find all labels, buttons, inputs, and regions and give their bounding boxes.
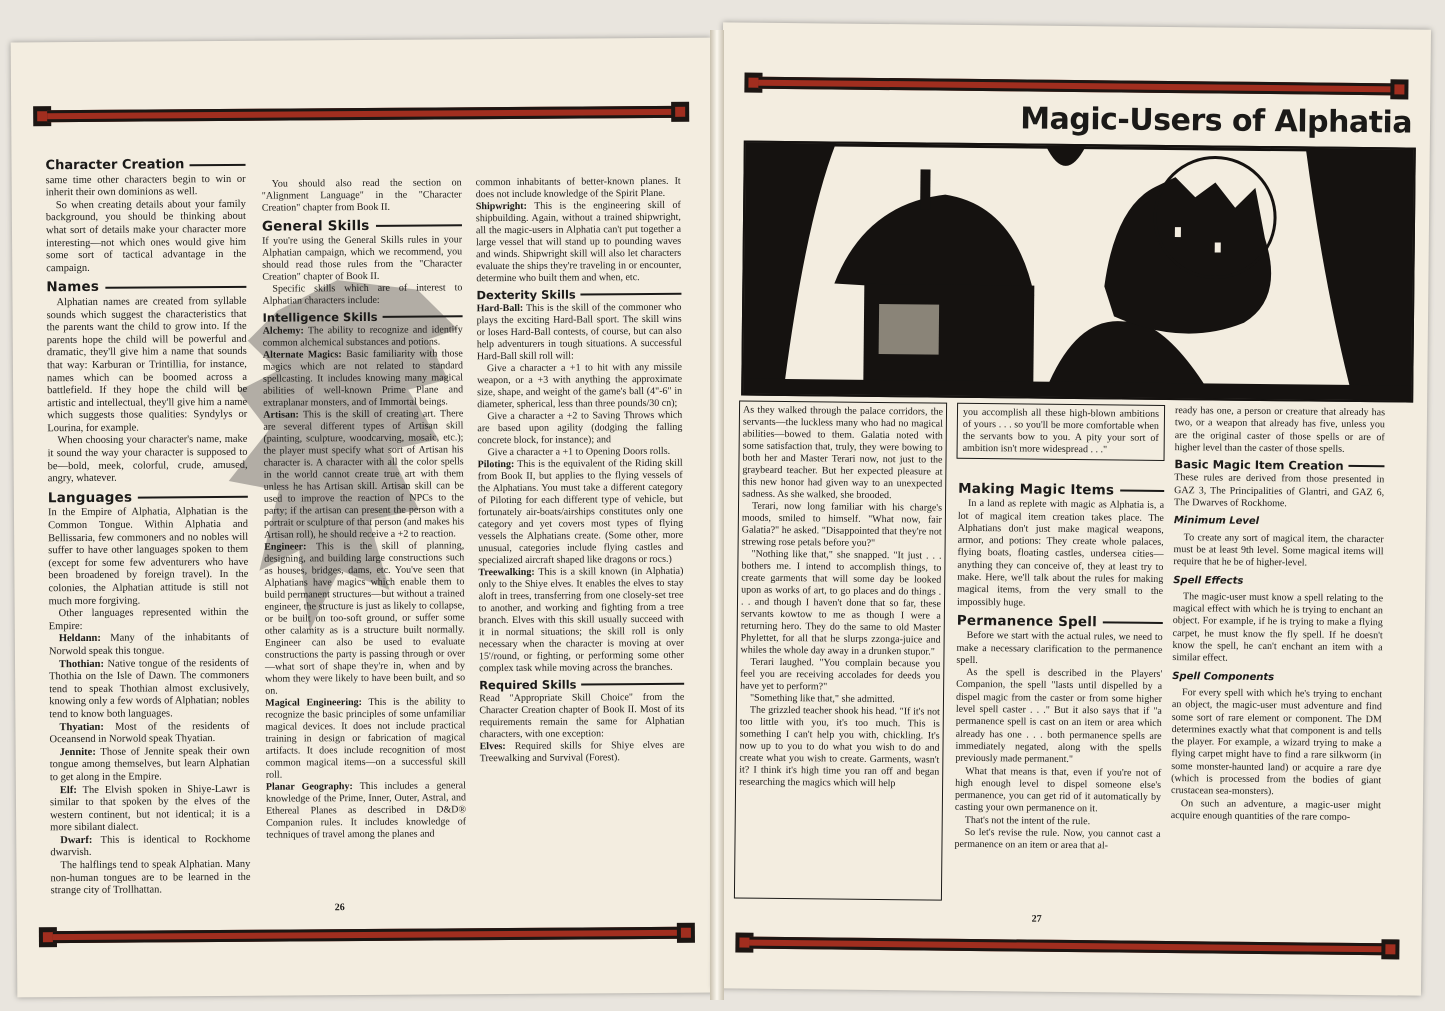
making-magic-items-heading: Making Magic Items bbox=[958, 483, 1164, 497]
paragraph: So when creating details about your family background, you should be thinking about what sort of details make your character more interesting—not which ones would give him some sort of tactical advantage in the campaign. bbox=[45, 198, 247, 274]
story-paragraph: Terari, now long familiar with his charge's moods, smiled to himself. "What now, fair Galatia?" he asked. "Disappointed that they're not strewing rose petals before you?" bbox=[741, 500, 943, 549]
paragraph: Alphatian names are created from syllable sounds which suggest the characteristics that the parents want the child to grow into. If the parents hope the child will be powerful and dramatic, they'll give him a name that sounds that way: Karburan or Trintillia, for instance, names which can be boomed across a battlefield. If they hope the child will be artistic and intellectual, they'll give him a name which suggests those qualities: Syndylys or Lourina, for example. bbox=[46, 295, 248, 435]
permanence-spell-heading: Permanence Spell bbox=[957, 615, 1163, 629]
paragraph: As the spell is described in the Players' Companion, the spell "lasts until dispelled by a dispel magic from the caster or from some higher level spell caster . . ." But it also says that if "a permanence spell is cast on an item or area which already has one . . . both permanence spells are immediately negated, along with the spells previously made permanent." bbox=[955, 667, 1163, 766]
list-item: Give a character a +1 to Opening Doors rolls. bbox=[487, 445, 671, 459]
paragraph: Specific skills which are of interest to Alphatian characters include: bbox=[262, 282, 463, 307]
paragraph: For every spell with which he's trying to enchant an object, the magic-user must adventure and find some sort of rare element or component. The DM determines exactly what that component is and tells the player. For example, a wizard trying to make a flying carpet might have to find a rare silkworm (in some monster-haunted land) or acquire a rare dye (which is processed from the bodies of giant crustacean sea-monsters). bbox=[1170, 687, 1383, 798]
minimum-level-heading: Minimum Level bbox=[1173, 515, 1260, 528]
skill-entry: Treewalking: This is a skill known (in Alphatia) only to the Shiye elves. It enables the elves to stay aloft in trees, transferring from one closely-set tree to another, and working and fighting from a tree branch. Elves with this skill usually succeed with it in normal situations; the skill roll is only necessary when the character is moving at over 15'/round, or fighting, or performing some other complex task while moving across the branches. bbox=[478, 565, 685, 675]
story-paragraph: "Something like that," she admitted. bbox=[749, 692, 895, 706]
paragraph: same time other characters begin to win or inherit their own dominions as well. bbox=[45, 173, 246, 199]
lang-entry: Heldann: Many of the inhabitants of Norwold speak this tongue. bbox=[48, 632, 249, 658]
story-paragraph: Terari laughed. "You complain because you feel you are receiving accolades for deeds you have yet to perform?" bbox=[740, 656, 941, 693]
paragraph: So let's revise the rule. Now, you cannot cast a permanence on an item or area that al- bbox=[954, 826, 1161, 852]
left-page bbox=[11, 38, 718, 998]
top-border bbox=[744, 73, 1408, 100]
spell-components-heading: Spell Components bbox=[1172, 670, 1275, 683]
paragraph: What that means is that, even if you're not of high enough level to dispel someone else's permanence, you can get rid of it automatically by casting your own permanence on it. bbox=[954, 765, 1162, 815]
story-paragraph: you accomplish all these high-blown ambitions of yours . . . so you'll be more comfortable when the servants bow to you. A pity your sort of ambition isn't more widespread . . ." bbox=[962, 406, 1160, 456]
languages-heading: Languages bbox=[48, 491, 248, 505]
lang-entry: Dwarf: This is identical to Rockhome dwarvish. bbox=[50, 833, 251, 859]
bottom-border bbox=[39, 923, 695, 948]
skill-entry: Elves: Required skills for Shiye elves are Treewalking and Survival (Forest). bbox=[479, 739, 685, 765]
intelligence-skills-heading: Intelligence Skills bbox=[263, 310, 463, 323]
skill-entry: Shipwright: This is the engineering skill of shipbuilding. Again, without a trained shipwright, all the magic-users in Alphatia can't put together a large vessel that will stand up to pounding waves and winds. Shipwright skill will also let characters evaluate the ships they're traveling in or encounter, determine who built them and when, etc. bbox=[475, 199, 682, 285]
top-border bbox=[33, 102, 689, 127]
paragraph: These rules are derived from those presented in GAZ 3, The Principalities of Glantri, and GAZ 6, The Dwarves of Rockhome. bbox=[1174, 472, 1385, 510]
paragraph: ready has one, a person or creature that already has two, or a weapon that already has five, unless you are the original caster of those spells or are of higher level than the caster of those spells. bbox=[1174, 405, 1386, 455]
story-paragraph: The grizzled teacher shook his head. "If it's not too little with you, it's too much. This is something I can't help you with, chickling. It's now up to you to do what you wish to do and create what you wish to create. Garments, wasn't it? I think it's high time you ran off and began researching the magics which will help bbox=[739, 704, 940, 790]
skill-entry: Artisan: This is the skill of creating art. There are several different types of Artisan skill (painting, sculpture, woodcarving, mosaic, etc.); the player must specify what sort of Artisan his character is. A character with all the color spells in the world cannot create true art with them unless he has Artisan skill. Artisan skill can be used to improve the reaction of NPCs to the party; if the artisan can present the person with a portrait or sculpture of that person (and makes his Artisan roll), he should receive a +2 to reaction. bbox=[263, 408, 465, 541]
right-column-3 bbox=[1171, 405, 1385, 824]
names-heading: Names bbox=[46, 280, 246, 294]
skill-entry: Planar Geography: This includes a general knowledge of the Prime, Inner, Outer, Astral, and Ethereal Planes as described in D&D® Companion rules. It includes knowledge of techniques of travel among the planes and bbox=[265, 780, 467, 841]
book-spine bbox=[710, 30, 724, 1000]
basic-magic-item-creation-heading: Basic Magic Item Creation bbox=[1174, 458, 1384, 472]
skill-entry: Magical Engineering: This is the ability to recognize the basic principles of some unfamiliar magical devices. It does not include practical training in design or fabrication of magical artifacts. It does include recognition of most common magical items—on a successful skill roll. bbox=[265, 696, 466, 781]
lang-entry: Thyatian: Most of the residents of Oceansend in Norwold speak Thyatian. bbox=[49, 720, 250, 746]
page-number: 26 bbox=[334, 902, 345, 914]
paragraph: To create any sort of magical item, the character must be at least 9th level. Some magical items will require that he be of higher-level. bbox=[1173, 531, 1384, 569]
lang-entry: Elf: The Elvish spoken in Shiye-Lawr is similar to that spoken by the elves of the western continent, but not identical; it is a more sibilant dialect. bbox=[49, 783, 251, 834]
paragraph: When choosing your character's name, make it sound the way your character is supposed to be—bold, meek, colorful, crude, amused, angry, whatever. bbox=[47, 434, 248, 485]
spell-effects-heading: Spell Effects bbox=[1173, 574, 1244, 587]
skill-entry: Hard-Ball: This is the skill of the commoner who plays the exciting Hard-Ball sport. The skill wins or loses Hard-Ball contests, of course, but can also help adventurers in tough situations. A successful Hard-Ball skill roll will: bbox=[476, 301, 682, 363]
dexterity-skills-heading: Dexterity Skills bbox=[476, 288, 681, 301]
right-column-2 bbox=[954, 477, 1164, 854]
page-number: 27 bbox=[1031, 913, 1042, 925]
paragraph: The halflings tend to speak Alphatian. Many non-human tongues are to be learned in the strange city of Trollhattan. bbox=[50, 858, 251, 897]
general-skills-heading: General Skills bbox=[262, 219, 462, 232]
section-title: Character Creation bbox=[45, 159, 245, 173]
required-skills-heading: Required Skills bbox=[479, 678, 684, 691]
paragraph: That's not the intent of the rule. bbox=[964, 814, 1091, 827]
skill-entry: Alchemy: The ability to recognize and identify common alchemical substances and potions. bbox=[262, 324, 463, 349]
lang-entry: Jennite: Those of Jennite speak their own tongue among themselves, but learn Alphatian to get along in the Empire. bbox=[49, 745, 250, 784]
right-page bbox=[713, 22, 1431, 995]
paragraph: Other languages represented within the Empire: bbox=[48, 606, 249, 632]
story-frame bbox=[734, 401, 947, 901]
page-title: Magic-Users of Alphatia bbox=[1020, 101, 1413, 141]
left-column-3 bbox=[476, 176, 685, 765]
list-item: Give a character a +1 to hit with any missile weapon, or a +3 with anything the approximate size, shape, and weight of the game's ball (4"-6" in diameter, spherical, less than three pounds/30 cn); bbox=[477, 361, 683, 411]
left-column-2 bbox=[262, 177, 467, 841]
skill-entry: Alternate Magics: Basic familiarity with those magics which are not related to standard spellcasting. It includes knowing many magical abilities of well-known Prime Plane and extraplanar monsters, and of Immortal beings. bbox=[262, 348, 464, 409]
story-paragraph: "Nothing like that," she snapped. "It just . . . bothers me. I intend to accomplish things, to create garments that will some day be looked upon as works of art, to go places and do things . . . and though I haven't done that so far, these servants kowtow to me as though I were a returning hero. They do the same to old Master Phylettet, for all that he slurps zzonga-juice and whiles the whole day away in a drunken stupor." bbox=[740, 548, 942, 658]
lang-entry: Thothian: Native tongue of the residents of Thothia on the Isle of Dawn. The commoners tend to speak Thothian almost exclusively, knowing only a few words of Alphatian; nobles tend to know both languages. bbox=[49, 657, 250, 721]
paragraph: You should also read the section on "Alignment Language" in the "Character Creation" chapter from Book II. bbox=[261, 177, 462, 214]
left-column-1 bbox=[45, 155, 250, 898]
castle-illustration bbox=[741, 141, 1416, 403]
paragraph: Read "Appropriate Skill Choice" from the Character Creation chapter of Book II. Most of its requirements remain the same for Alphatian characters, with one exception: bbox=[479, 691, 685, 741]
skill-entry: Engineer: This is the skill of planning, designing, and building large constructions such as houses, bridges, dams, etc. You've seen that Alphatians have magics which enable them to build permanent structures—but without a trained engineer, the structure is just as likely to collapse, or be built on too-soft ground, or suffer some other calamity as is a structure built normally. Engineer can also be used to evaluate constructions the party is passing through or over—what sort of shape they're in, when and by whom they were likely to have been built, and so on. bbox=[264, 540, 466, 697]
paragraph: Before we start with the actual rules, we need to make a necessary clarification to the permanence spell. bbox=[956, 630, 1163, 666]
list-item: Give a character a +2 to Saving Throws which are based upon agility (dodging the falling concrete block, for instance); and bbox=[477, 409, 683, 447]
paragraph: The magic-user must know a spell relating to the magical effect with which he is trying to enchant an object. For example, if he is trying to make a flying carpet, he must know the fly spell. If he doesn't know the spell, he can't enchant an item with a similar effect. bbox=[1172, 591, 1384, 664]
bottom-border bbox=[735, 932, 1399, 959]
paragraph: In the Empire of Alphatia, Alphatian is the Common Tongue. Within Alphatia and Bellissaria, few commoners and no nobles will suffer to have other languages spoken to them (except for some few adventurers who have been broadened by foreign travel). In the colonies, the Alphatian attitude is still not much more forgiving. bbox=[47, 506, 249, 607]
paragraph: On such an adventure, a magic-user might acquire enough quantities of the rare compo- bbox=[1170, 797, 1381, 823]
skill-entry: Piloting: This is the equivalent of the Riding skill from Book II, but applies to the flying vessels of the Alphatians. You must take a different category of Piloting for each different type of vehicle, but fortunately air-boats/airships constitutes only one category and yet covers most types of flying vessels the Alphatians create. (Some other, more unusual, categories include flying castles and specialized aircraft shaped like dragons or rocs.) bbox=[477, 457, 684, 567]
paragraph: common inhabitants of better-known planes. It does not include knowledge of the Spirit Plane. bbox=[475, 175, 681, 201]
story-continuation-box bbox=[957, 403, 1166, 461]
story-paragraph: As they walked through the palace corridors, the servants—the luckless many who had no magical abilities—bowed to them. Galatia noted with some satisfaction that, truly, they were bowing to both her and Master Terari now, not just to the graybeard teacher. But her expected pleasure at this new honor had given way to an unexpected sadness. As she walked, she brooded. bbox=[742, 404, 944, 502]
paragraph: If you're using the General Skills rules in your Alphatian campaign, which we recommend, you should read those rules from the "Character Creation" chapter of Book II. bbox=[262, 234, 463, 283]
paragraph: In a land as replete with magic as Alphatia is, a lot of magical item creation takes place. The Alphatians don't just make magical weapons, armor, and potions: They create whole palaces, flying boats, floating castles, undersea cities—anything they can conceive of, they at least try to make. Here, we'll talk about the rules for making magical items, from the very small to the impossibly huge. bbox=[956, 498, 1165, 609]
